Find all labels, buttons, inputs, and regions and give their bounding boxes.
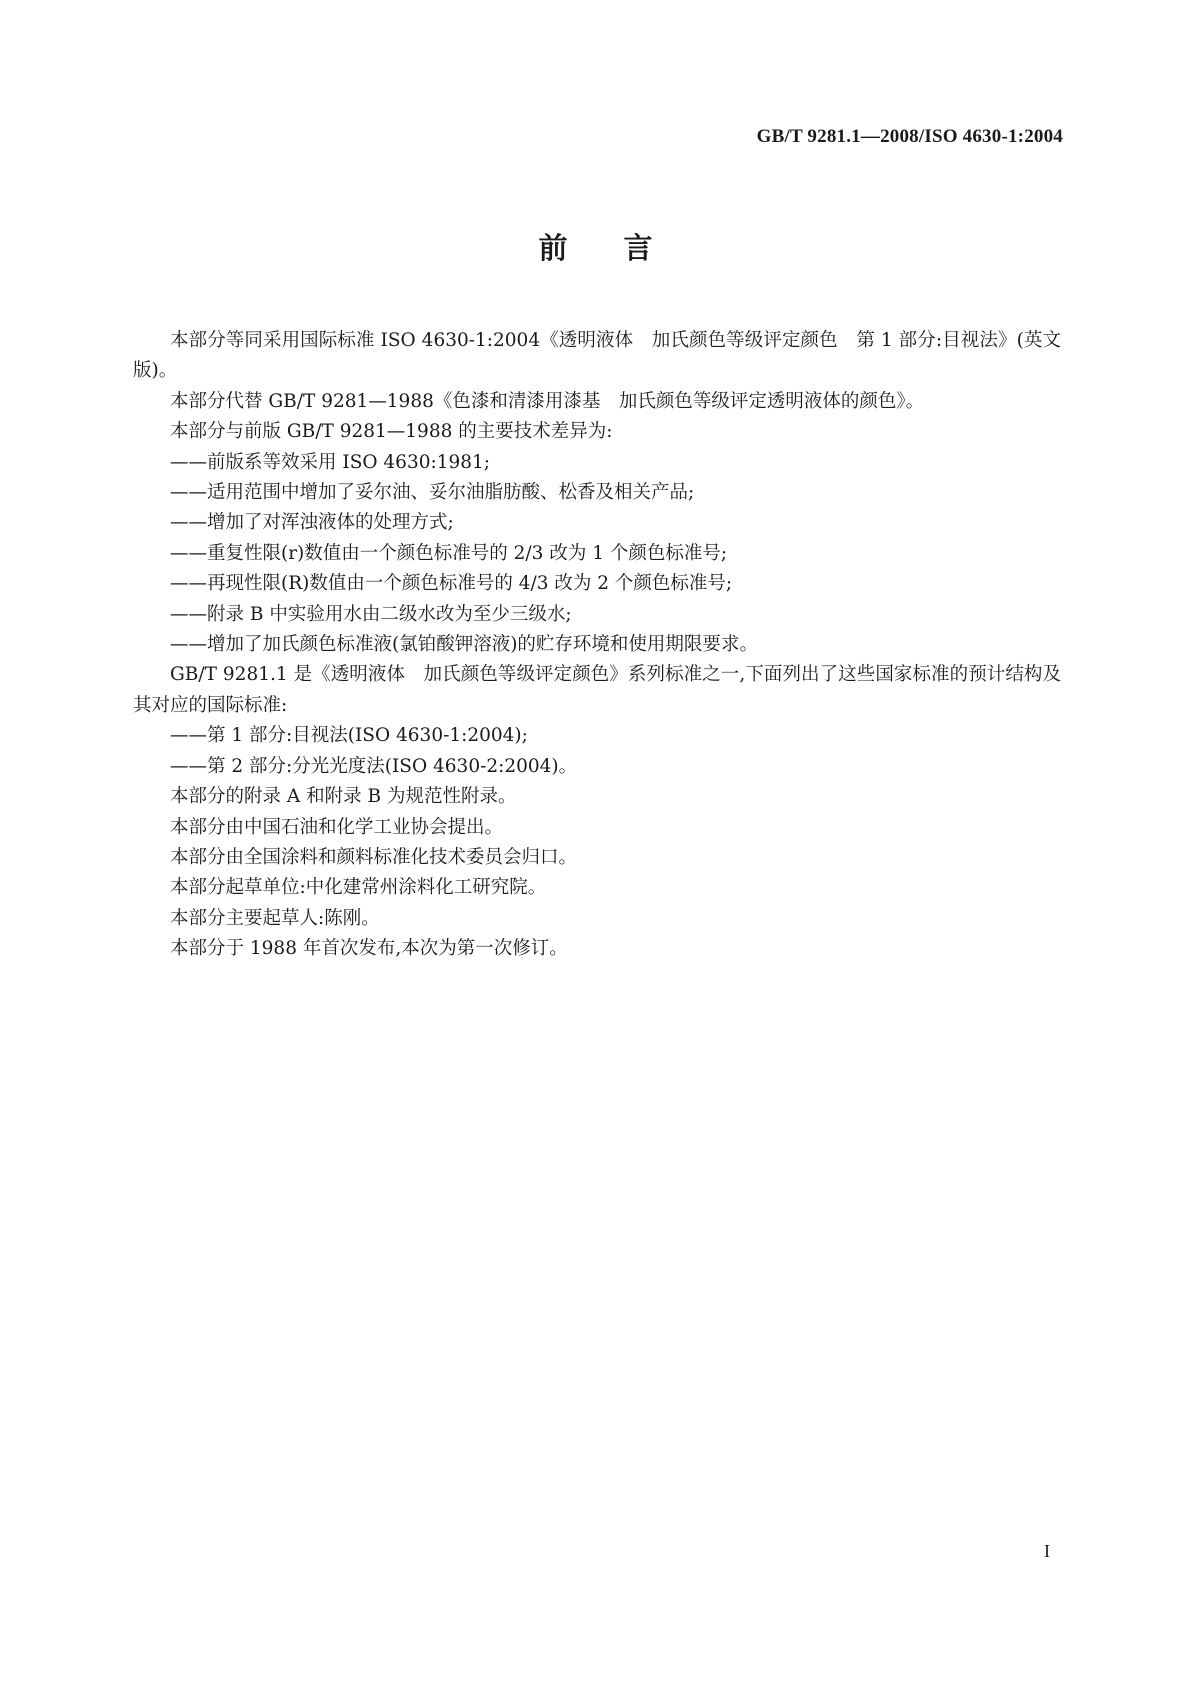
list-item: ——增加了加氏颜色标准液(氯铂酸钾溶液)的贮存环境和使用期限要求。 <box>170 634 758 656</box>
paragraph: 本部分由中国石油和化学工业协会提出。 <box>170 816 504 838</box>
list-item: ——附录 B 中实验用水由二级水改为至少三级水; <box>170 603 572 625</box>
paragraph: 本部分由全国涂料和颜料标准化技术委员会归口。 <box>170 846 578 868</box>
paragraph: 本部分的附录 A 和附录 B 为规范性附录。 <box>170 786 517 808</box>
list-item: ——第 1 部分:目视法(ISO 4630-1:2004); <box>170 725 528 747</box>
paragraph: 本部分代替 GB/T 9281—1988《色漆和清漆用漆基 加氏颜色等级评定透明液体的颜色》。 <box>170 390 925 412</box>
list-item: ——前版系等效采用 ISO 4630:1981; <box>170 451 491 473</box>
paragraph: 本部分等同采用国际标准 ISO 4630-1:2004《透明液体 加氏颜色等级评定颜色 第 1 部分:目视法》(英文版)。 <box>133 330 1061 382</box>
paragraph: 本部分主要起草人:陈刚。 <box>170 907 380 929</box>
paragraph: 本部分与前版 GB/T 9281—1988 的主要技术差异为: <box>170 421 613 443</box>
list-item: ——重复性限(r)数值由一个颜色标准号的 2/3 改为 1 个颜色标准号; <box>170 542 728 564</box>
standard-code: GB/T 9281.1—2008/ISO 4630-1:2004 <box>756 126 1063 147</box>
page-title: 前言 <box>538 231 709 265</box>
paragraph: 本部分起草单位:中化建常州涂料化工研究院。 <box>170 877 547 899</box>
paragraph: 本部分于 1988 年首次发布,本次为第一次修订。 <box>170 938 568 960</box>
page-number: I <box>1044 1541 1050 1561</box>
list-item: ——增加了对浑浊液体的处理方式; <box>170 512 454 534</box>
paragraph: GB/T 9281.1 是《透明液体 加氏颜色等级评定颜色》系列标准之一,下面列出了这些国家标准的预计结构及其对应的国际标准: <box>133 664 1061 716</box>
list-item: ——第 2 部分:分光光度法(ISO 4630-2:2004)。 <box>170 755 578 777</box>
list-item: ——再现性限(R)数值由一个颜色标准号的 4/3 改为 2 个颜色标准号; <box>170 573 733 595</box>
document-body <box>133 326 1061 965</box>
list-item: ——适用范围中增加了妥尔油、妥尔油脂肪酸、松香及相关产品; <box>170 482 695 504</box>
